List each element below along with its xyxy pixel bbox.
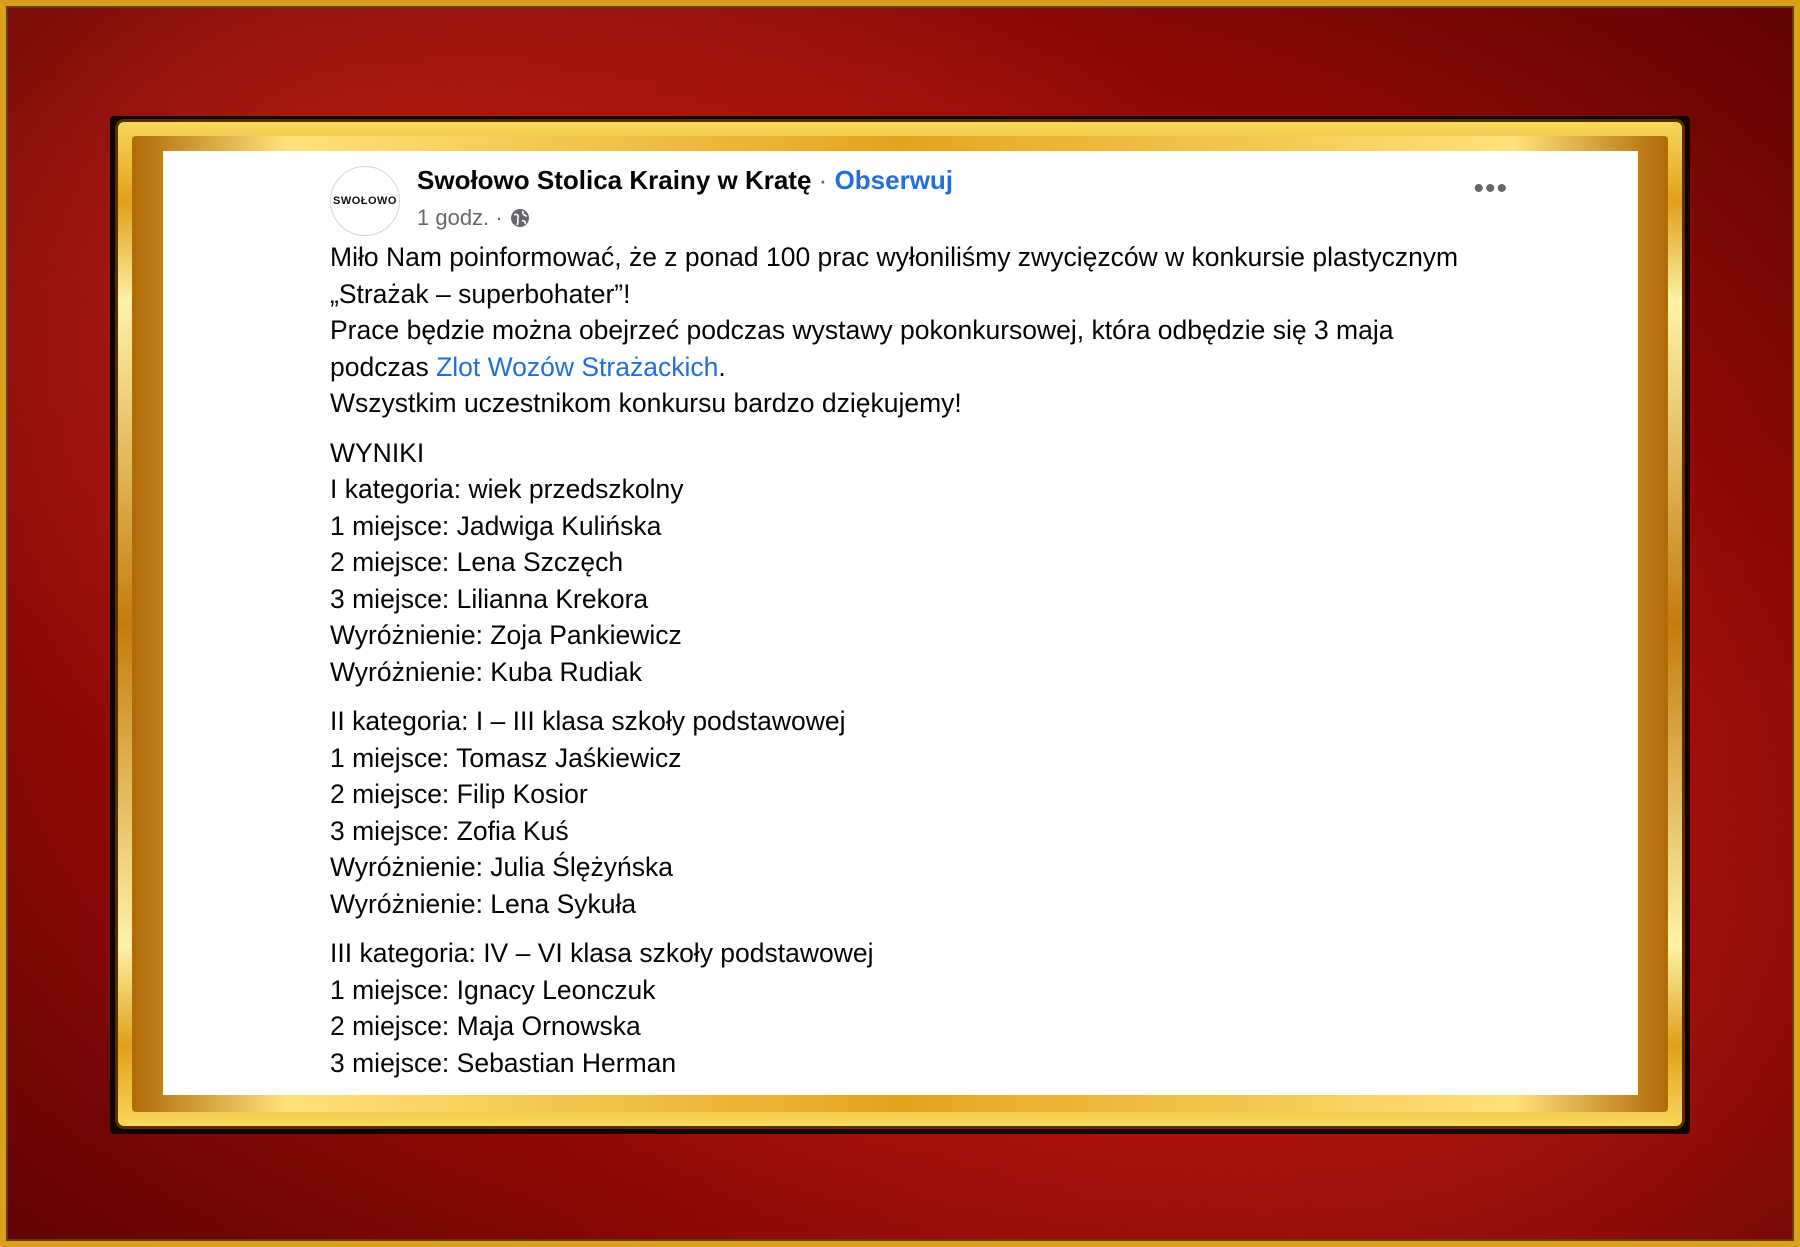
page-avatar[interactable] [330, 166, 400, 236]
event-link[interactable]: Zlot Wozów Strażackich [436, 351, 719, 382]
paragraph-gap [330, 422, 1530, 435]
category-2-title: II kategoria: I – III klasa szkoły podstawowej [330, 706, 846, 736]
post-meta [417, 205, 531, 231]
category-2-entry: 3 miejsce: Zofia Kuś [330, 815, 569, 846]
post-body [330, 239, 1530, 1081]
avatar-logo: SWOŁOWO [333, 195, 397, 207]
intro-line-4-prefix: podczas [330, 351, 437, 382]
post-header [417, 165, 953, 196]
follow-button[interactable]: Obserwuj [834, 165, 954, 195]
page-name-link[interactable]: Swołowo Stolica Krainy w Kratę [417, 165, 812, 195]
post-time[interactable]: 1 godz. · [417, 205, 503, 230]
intro-line-4 [330, 349, 1530, 386]
intro-line-1: Miło Nam poinformować, że z ponad 100 prac wyłoniliśmy zwycięzców w konkursie plastycznym [330, 242, 1459, 272]
more-options-icon[interactable]: ••• [1473, 172, 1508, 205]
intro-line-5: Wszystkim uczestnikom konkursu bardzo dziękujemy! [330, 388, 962, 418]
intro-line-2: „Strażak – superbohater”! [330, 278, 631, 309]
category-3-entry: 2 miejsce: Maja Ornowska [330, 1011, 641, 1041]
category-1-title: I kategoria: wiek przedszkolny [330, 474, 684, 504]
results-heading: WYNIKI [330, 437, 425, 468]
category-1-entry: 1 miejsce: Jadwiga Kulińska [330, 510, 662, 541]
category-2-entry: 1 miejsce: Tomasz Jaśkiewicz [330, 742, 682, 773]
category-3-title: III kategoria: IV – VI klasa szkoły podstawowej [330, 938, 874, 968]
facebook-post [163, 151, 1638, 1095]
globe-icon [509, 207, 531, 229]
category-1-entry: 2 miejsce: Lena Szczęch [330, 547, 624, 577]
intro-line-3: Prace będzie można obejrzeć podczas wystawy pokonkursowej, która odbędzie się 3 maja [330, 315, 1394, 345]
category-2-entry: Wyróżnienie: Lena Sykuła [330, 888, 637, 919]
category-2-entry: Wyróżnienie: Julia Ślężyńska [330, 852, 673, 882]
category-1-entry: Wyróżnienie: Zoja Pankiewicz [330, 620, 682, 650]
category-1-entry: 3 miejsce: Lilianna Krekora [330, 583, 649, 614]
category-3-entry: 1 miejsce: Ignacy Leonczuk [330, 974, 656, 1005]
category-2-entry: 2 miejsce: Filip Kosior [330, 779, 588, 809]
category-3-entry: 3 miejsce: Sebastian Herman [330, 1047, 677, 1078]
category-1-entry: Wyróżnienie: Kuba Rudiak [330, 656, 643, 687]
paragraph-gap [330, 922, 1530, 935]
paragraph-gap [330, 690, 1530, 703]
header-separator: · [818, 165, 828, 195]
intro-line-4-suffix: . [718, 351, 726, 382]
